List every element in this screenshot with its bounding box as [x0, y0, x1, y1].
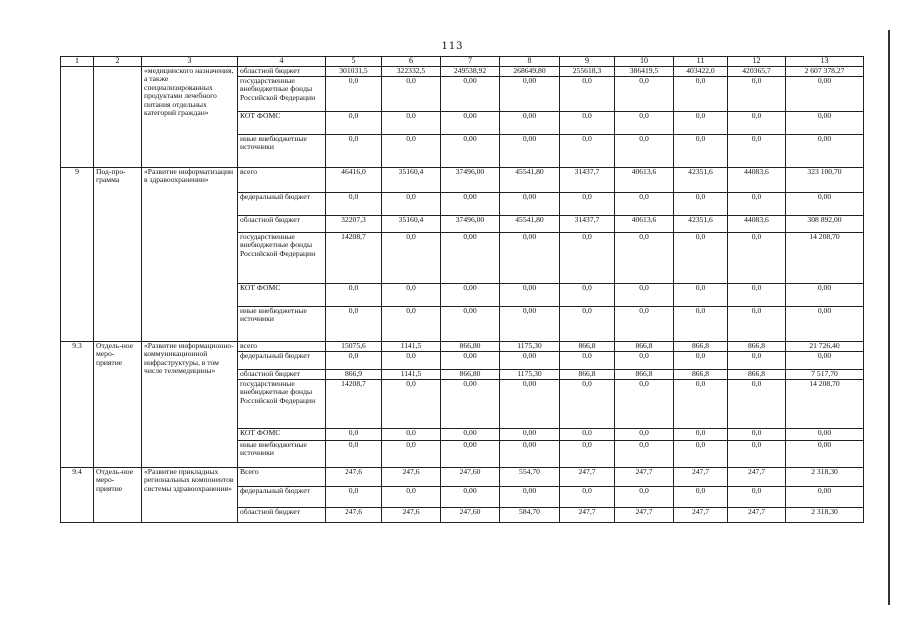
amount-cell: 0,0	[560, 429, 615, 441]
amount-cell: 37496,00	[441, 216, 500, 233]
amount-cell: 32207,3	[326, 216, 382, 233]
amount-cell: 386419,5	[615, 67, 674, 77]
amount-cell: 0,00	[786, 284, 864, 307]
column-number: 10	[615, 57, 674, 67]
amount-cell: 0,00	[500, 429, 560, 441]
amount-cell: 322332,5	[382, 67, 441, 77]
amount-cell: 0,0	[326, 487, 382, 508]
amount-cell: 0,0	[615, 429, 674, 441]
amount-cell: 268649,80	[500, 67, 560, 77]
amount-cell: 0,0	[382, 233, 441, 284]
amount-cell: 0,00	[441, 380, 500, 429]
amount-cell: 866,9	[326, 370, 382, 380]
amount-cell: 0,0	[728, 487, 786, 508]
amount-cell: 247,7	[615, 468, 674, 487]
amount-cell: 0,0	[560, 112, 615, 135]
item-status: Отдель-ное меро-приятие	[94, 468, 142, 523]
amount-cell: 420365,7	[728, 67, 786, 77]
amount-cell: 0,0	[674, 429, 728, 441]
amount-cell: 0,0	[728, 112, 786, 135]
amount-cell: 0,0	[382, 441, 441, 468]
amount-cell: 0,00	[441, 193, 500, 216]
amount-cell: 1141,5	[382, 370, 441, 380]
amount-cell: 40613,6	[615, 216, 674, 233]
amount-cell: 0,00	[441, 284, 500, 307]
amount-cell: 14 208,70	[786, 233, 864, 284]
amount-cell: 0,00	[500, 441, 560, 468]
amount-cell: 2 607 378,27	[786, 67, 864, 77]
amount-cell: 0,0	[615, 135, 674, 168]
amount-cell: 0,00	[786, 135, 864, 168]
amount-cell: 0,0	[728, 193, 786, 216]
funding-source: областной бюджет	[238, 508, 326, 523]
amount-cell: 0,0	[560, 233, 615, 284]
amount-cell: 0,0	[728, 429, 786, 441]
amount-cell: 247,7	[615, 508, 674, 523]
amount-cell: 0,0	[326, 284, 382, 307]
amount-cell: 0,0	[560, 193, 615, 216]
amount-cell: 0,0	[382, 135, 441, 168]
amount-cell: 0,00	[786, 112, 864, 135]
amount-cell: 247,7	[674, 508, 728, 523]
amount-cell: 0,00	[786, 429, 864, 441]
amount-cell: 0,0	[674, 307, 728, 342]
amount-cell: 0,00	[500, 233, 560, 284]
amount-cell: 0,00	[786, 441, 864, 468]
amount-cell: 255618,3	[560, 67, 615, 77]
column-number: 6	[382, 57, 441, 67]
amount-cell: 44083,6	[728, 168, 786, 193]
column-number: 9	[560, 57, 615, 67]
amount-cell: 0,0	[382, 112, 441, 135]
amount-cell: 0,0	[615, 380, 674, 429]
funding-source: федеральный бюджет	[238, 487, 326, 508]
funding-source: областной бюджет	[238, 370, 326, 380]
amount-cell: 0,0	[560, 352, 615, 370]
item-name: «Развитие прикладных региональных компонентов системы здравоохранения»	[142, 468, 238, 523]
amount-cell: 0,0	[326, 307, 382, 342]
amount-cell: 0,0	[615, 352, 674, 370]
column-number: 5	[326, 57, 382, 67]
amount-cell: 31437,7	[560, 168, 615, 193]
amount-cell: 584,70	[500, 508, 560, 523]
amount-cell: 247,60	[441, 508, 500, 523]
amount-cell: 46416,0	[326, 168, 382, 193]
amount-cell: 0,0	[674, 233, 728, 284]
funding-source: КОТ ФОМС	[238, 112, 326, 135]
amount-cell: 1141,5	[382, 342, 441, 352]
amount-cell: 0,0	[674, 352, 728, 370]
amount-cell: 42351,6	[674, 168, 728, 193]
amount-cell: 0,00	[441, 352, 500, 370]
amount-cell: 0,0	[615, 284, 674, 307]
funding-source: федеральный бюджет	[238, 193, 326, 216]
amount-cell: 37496,00	[441, 168, 500, 193]
table-row	[61, 168, 864, 193]
amount-cell: 247,6	[326, 468, 382, 487]
amount-cell: 14208,7	[326, 380, 382, 429]
amount-cell: 247,7	[728, 508, 786, 523]
funding-source: иные внебюджетные источники	[238, 307, 326, 342]
column-number: 11	[674, 57, 728, 67]
amount-cell: 0,0	[728, 77, 786, 112]
amount-cell: 0,0	[728, 307, 786, 342]
amount-cell: 0,0	[728, 441, 786, 468]
funding-source: всего	[238, 168, 326, 193]
amount-cell: 0,00	[500, 112, 560, 135]
amount-cell: 0,0	[560, 77, 615, 112]
amount-cell: 0,0	[674, 441, 728, 468]
amount-cell: 0,0	[326, 441, 382, 468]
amount-cell: 7 517,70	[786, 370, 864, 380]
amount-cell: 0,0	[560, 307, 615, 342]
item-status: Под-про-грамма	[94, 168, 142, 342]
amount-cell: 0,00	[786, 487, 864, 508]
amount-cell: 249538,92	[441, 67, 500, 77]
amount-cell: 0,00	[500, 284, 560, 307]
budget-table	[60, 56, 864, 523]
amount-cell: 247,60	[441, 468, 500, 487]
amount-cell: 323 100,70	[786, 168, 864, 193]
amount-cell: 866,8	[674, 342, 728, 352]
amount-cell: 0,0	[382, 307, 441, 342]
amount-cell: 0,0	[674, 135, 728, 168]
column-number: 2	[94, 57, 142, 67]
amount-cell: 0,0	[382, 284, 441, 307]
amount-cell: 308 892,00	[786, 216, 864, 233]
column-number: 4	[238, 57, 326, 67]
amount-cell: 2 318,30	[786, 468, 864, 487]
amount-cell: 14208,7	[326, 233, 382, 284]
amount-cell: 0,00	[500, 380, 560, 429]
item-name: «Развитие информационно-коммуникационной инфраструктуры, в том числе телемедицины»	[142, 342, 238, 468]
item-number: 9.3	[61, 342, 94, 468]
column-number: 12	[728, 57, 786, 67]
amount-cell: 0,0	[674, 380, 728, 429]
amount-cell: 0,0	[560, 441, 615, 468]
item-name: «медицинского назначения, а также специализированных продуктами лечебного питания отдельных категорий граждан»	[142, 67, 238, 168]
amount-cell: 0,00	[786, 193, 864, 216]
amount-cell: 866,8	[615, 370, 674, 380]
column-number: 1	[61, 57, 94, 67]
amount-cell: 0,0	[382, 429, 441, 441]
funding-source: КОТ ФОМС	[238, 284, 326, 307]
funding-source: федеральный бюджет	[238, 352, 326, 370]
amount-cell: 247,7	[674, 468, 728, 487]
amount-cell: 0,0	[728, 135, 786, 168]
amount-cell: 42351,6	[674, 216, 728, 233]
amount-cell: 45541,80	[500, 216, 560, 233]
item-name: «Развитие информатизации в здравоохранении»	[142, 168, 238, 342]
amount-cell: 0,00	[786, 307, 864, 342]
funding-source: КОТ ФОМС	[238, 429, 326, 441]
amount-cell: 554,70	[500, 468, 560, 487]
amount-cell: 35160,4	[382, 216, 441, 233]
amount-cell: 40613,6	[615, 168, 674, 193]
amount-cell: 0,0	[326, 77, 382, 112]
funding-source: иные внебюджетные источники	[238, 441, 326, 468]
amount-cell: 247,7	[728, 468, 786, 487]
amount-cell: 0,00	[500, 135, 560, 168]
funding-source: государственные внебюджетные фонды Российской Федерации	[238, 233, 326, 284]
amount-cell: 0,0	[560, 284, 615, 307]
amount-cell: 0,0	[728, 380, 786, 429]
amount-cell: 866,8	[728, 370, 786, 380]
amount-cell: 0,0	[674, 112, 728, 135]
amount-cell: 0,0	[728, 284, 786, 307]
amount-cell: 0,0	[326, 112, 382, 135]
amount-cell: 0,0	[674, 487, 728, 508]
item-number: 9.4	[61, 468, 94, 523]
amount-cell: 0,0	[615, 112, 674, 135]
scan-edge-line	[888, 30, 890, 605]
amount-cell: 21 726,40	[786, 342, 864, 352]
amount-cell: 247,7	[560, 508, 615, 523]
column-number-row	[61, 57, 864, 67]
amount-cell: 0,0	[382, 77, 441, 112]
amount-cell: 35160,4	[382, 168, 441, 193]
amount-cell: 866,8	[674, 370, 728, 380]
amount-cell: 1175,30	[500, 370, 560, 380]
amount-cell: 0,00	[786, 352, 864, 370]
amount-cell: 0,00	[441, 487, 500, 508]
amount-cell: 0,00	[441, 77, 500, 112]
amount-cell: 0,0	[382, 352, 441, 370]
amount-cell: 0,00	[441, 135, 500, 168]
amount-cell: 0,00	[500, 307, 560, 342]
amount-cell: 0,00	[441, 112, 500, 135]
amount-cell: 0,0	[326, 429, 382, 441]
amount-cell: 247,6	[382, 508, 441, 523]
item-status: Отдель-ное меро-приятие	[94, 342, 142, 468]
table-row	[61, 67, 864, 77]
amount-cell: 2 318,30	[786, 508, 864, 523]
funding-source: областной бюджет	[238, 67, 326, 77]
item-number: 9	[61, 168, 94, 342]
amount-cell: 0,0	[674, 77, 728, 112]
column-number: 3	[142, 57, 238, 67]
amount-cell: 866,8	[615, 342, 674, 352]
amount-cell: 0,00	[500, 193, 560, 216]
amount-cell: 0,00	[786, 77, 864, 112]
amount-cell: 0,0	[674, 193, 728, 216]
funding-source: государственные внебюджетные фонды Российской Федерации	[238, 77, 326, 112]
amount-cell: 0,0	[560, 135, 615, 168]
amount-cell: 0,00	[441, 441, 500, 468]
amount-cell: 0,0	[560, 487, 615, 508]
amount-cell: 866,8	[728, 342, 786, 352]
amount-cell: 0,0	[326, 135, 382, 168]
amount-cell: 0,0	[382, 193, 441, 216]
amount-cell: 247,6	[382, 468, 441, 487]
amount-cell: 15075,6	[326, 342, 382, 352]
amount-cell: 0,00	[500, 487, 560, 508]
amount-cell: 0,0	[674, 284, 728, 307]
amount-cell: 0,0	[326, 352, 382, 370]
amount-cell: 0,0	[615, 441, 674, 468]
page-number: 113	[441, 41, 464, 52]
amount-cell: 0,00	[500, 352, 560, 370]
amount-cell: 866,80	[441, 370, 500, 380]
table-row	[61, 468, 864, 487]
amount-cell: 0,00	[441, 307, 500, 342]
amount-cell: 0,0	[560, 380, 615, 429]
amount-cell: 301031,5	[326, 67, 382, 77]
amount-cell: 14 208,70	[786, 380, 864, 429]
funding-source: областной бюджет	[238, 216, 326, 233]
amount-cell: 866,8	[560, 342, 615, 352]
amount-cell: 0,0	[326, 193, 382, 216]
column-number: 13	[786, 57, 864, 67]
amount-cell: 0,0	[382, 487, 441, 508]
amount-cell: 0,0	[615, 307, 674, 342]
amount-cell: 403422,0	[674, 67, 728, 77]
amount-cell: 0,00	[500, 77, 560, 112]
amount-cell: 247,6	[326, 508, 382, 523]
funding-source: иные внебюджетные источники	[238, 135, 326, 168]
amount-cell: 0,0	[615, 233, 674, 284]
amount-cell: 0,0	[728, 352, 786, 370]
amount-cell: 45541,80	[500, 168, 560, 193]
amount-cell: 0,0	[728, 233, 786, 284]
table-row	[61, 342, 864, 352]
amount-cell: 44083,6	[728, 216, 786, 233]
item-number	[61, 67, 94, 168]
amount-cell: 247,7	[560, 468, 615, 487]
column-number: 7	[441, 57, 500, 67]
funding-source: всего	[238, 342, 326, 352]
funding-source: Всего	[238, 468, 326, 487]
amount-cell: 0,0	[615, 487, 674, 508]
amount-cell: 0,0	[382, 380, 441, 429]
amount-cell: 0,00	[441, 429, 500, 441]
column-number: 8	[500, 57, 560, 67]
amount-cell: 31437,7	[560, 216, 615, 233]
amount-cell: 866,80	[441, 342, 500, 352]
amount-cell: 0,00	[441, 233, 500, 284]
item-status	[94, 67, 142, 168]
amount-cell: 866,8	[560, 370, 615, 380]
amount-cell: 1175,30	[500, 342, 560, 352]
amount-cell: 0,0	[615, 77, 674, 112]
amount-cell: 0,0	[615, 193, 674, 216]
funding-source: государственные внебюджетные фонды Российской Федерации	[238, 380, 326, 429]
